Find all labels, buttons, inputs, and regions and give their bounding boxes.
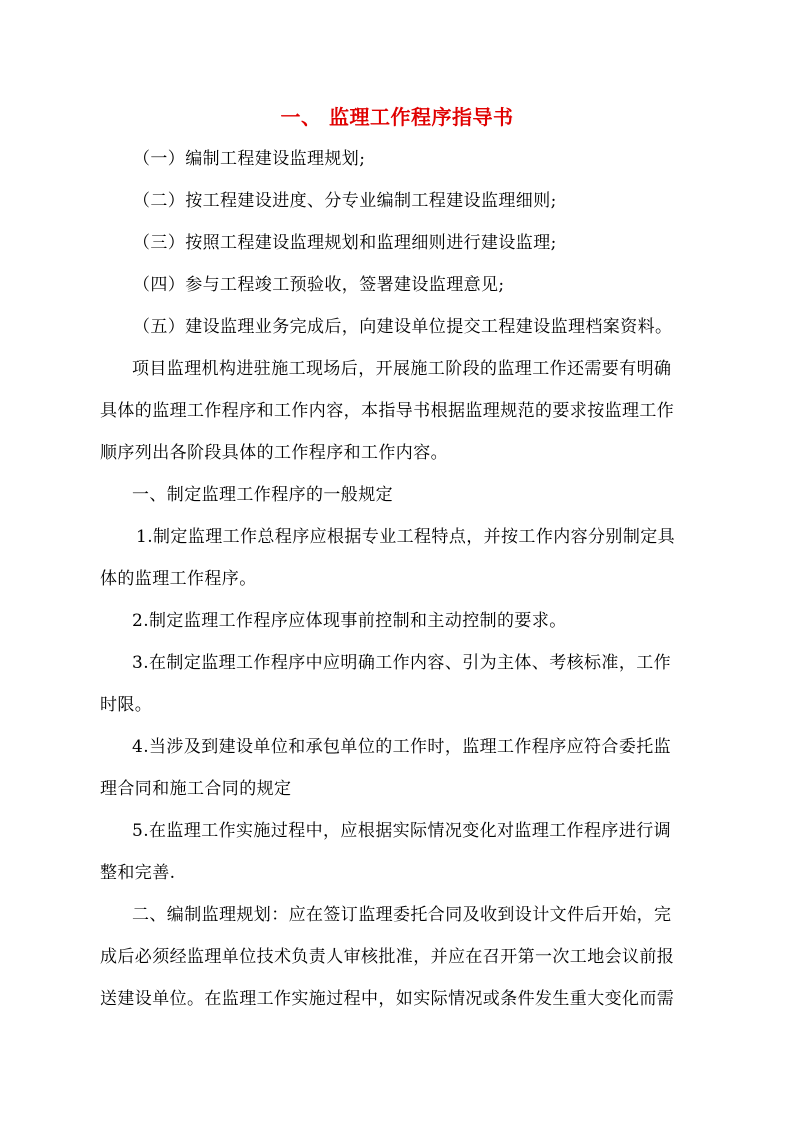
rule-line: 2.制定监理工作程序应体现事前控制和主动控制的要求。 (132, 611, 567, 631)
intro-paragraph-line: 具体的监理工作程序和工作内容，本指导书根据监理规范的要求按监理工作 (100, 401, 675, 421)
section-paragraph-line: 送建设单位。在监理工作实施过程中，如实际情况或条件发生重大变化而需 (100, 989, 675, 1009)
section-paragraph-line: 成后必须经监理单位技术负责人审核批准，并应在召开第一次工地会议前报 (100, 947, 675, 967)
list-item: （四）参与工程竣工预验收，签署建设监理意见; (133, 275, 505, 295)
rule-line: 5.在监理工作实施过程中，应根据实际情况变化对监理工作程序进行调 (132, 821, 672, 841)
rule-line: 理合同和施工合同的规定 (100, 779, 292, 799)
rule-line: 整和完善. (100, 863, 176, 883)
list-item: （五）建设监理业务完成后，向建设单位提交工程建设监理档案资料。 (133, 317, 673, 337)
intro-paragraph-line: 项目监理机构进驻施工现场后，开展施工阶段的监理工作还需要有明确 (132, 359, 672, 379)
rule-line: 时限。 (100, 695, 153, 715)
rule-line: 1.制定监理工作总程序应根据专业工程特点，并按工作内容分别制定具 (136, 527, 676, 547)
rule-line: 体的监理工作程序。 (100, 569, 257, 589)
list-item: （二）按工程建设进度、分专业编制工程建设监理细则; (133, 191, 557, 211)
section-heading: 一、制定监理工作程序的一般规定 (132, 485, 393, 505)
list-item: （三）按照工程建设监理规划和监理细则进行建设监理; (133, 233, 557, 253)
list-item: （一）编制工程建设监理规划; (133, 149, 366, 169)
document-title: 一、 监理工作程序指导书 (280, 105, 514, 129)
rule-line: 3.在制定监理工作程序中应明确工作内容、引为主体、考核标准，工作 (132, 653, 672, 673)
rule-line: 4.当涉及到建设单位和承包单位的工作时，监理工作程序应符合委托监 (132, 737, 672, 757)
intro-paragraph-line: 顺序列出各阶段具体的工作程序和工作内容。 (100, 443, 448, 463)
section-paragraph-line: 二、编制监理规划：应在签订监理委托合同及收到设计文件后开始，完 (132, 905, 672, 925)
